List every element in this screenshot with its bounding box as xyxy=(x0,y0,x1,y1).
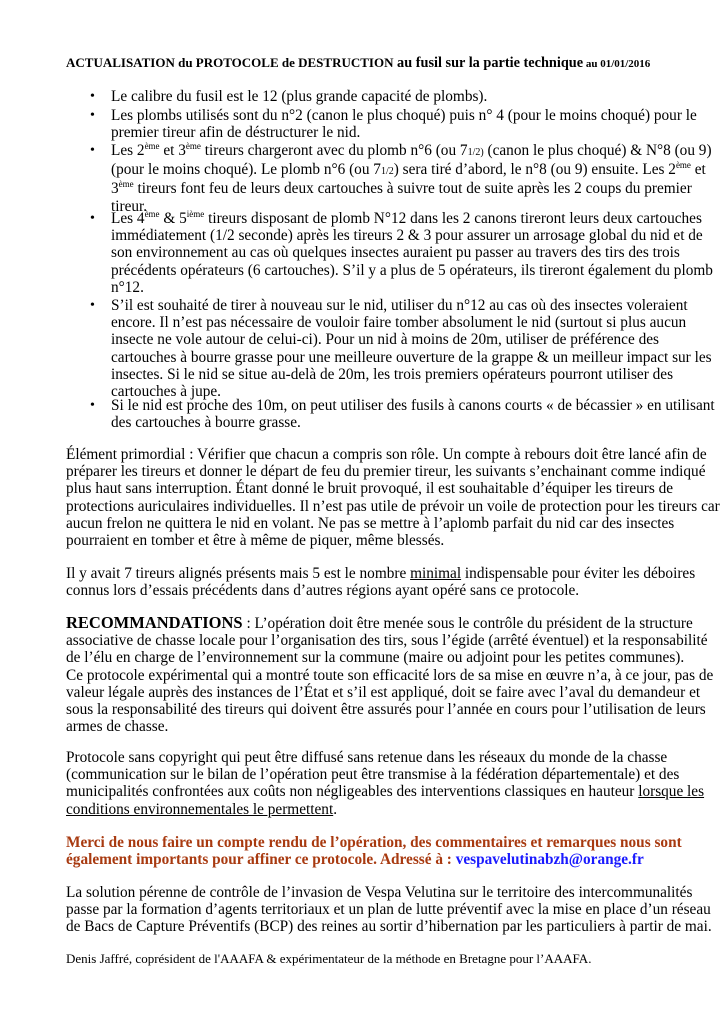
document-title xyxy=(66,54,650,72)
text-run: valeur légale auprès des instances de l’État et s’il est appliqué, doit se faire avec l’aval du demandeur et xyxy=(66,683,701,701)
text-run: conditions environnementales le permettent xyxy=(66,800,334,818)
text-run: S’il est souhaité de tirer à nouveau sur le nid, utiliser du n°12 au cas où des insectes voleraient xyxy=(111,297,688,314)
text-line xyxy=(111,349,724,366)
text-run: . xyxy=(333,800,338,818)
text-run: immédiatement (1/2 seconde) après les tireurs 2 & 3 pour assurer un arrosage global du nid et de xyxy=(111,227,703,245)
text-run: : L’opération doit être menée sous le contrôle du président de la structure xyxy=(242,615,693,632)
para-merci xyxy=(66,834,706,868)
text-run: 1/2) xyxy=(467,147,484,158)
text-run: de l’élu en charge de l’environnement sur la commune (maire ou adjoint pour les petites communes). xyxy=(66,649,685,667)
para-primordial xyxy=(66,446,720,550)
bullet-icon: • xyxy=(90,298,95,313)
bullet-tireurs-4-5 xyxy=(90,209,724,296)
text-line xyxy=(66,901,711,919)
text-run: ème xyxy=(675,160,691,171)
para-7-tireurs xyxy=(66,565,706,599)
bullet-10m xyxy=(90,397,724,432)
text-run: lorsque les xyxy=(638,783,705,801)
text-run: Les plombs utilisés sont du n°2 (canon le plus choqué) puis n° 4 (pour le moins choqué) pour le xyxy=(111,107,697,124)
text-line xyxy=(66,918,712,936)
title-main: ACTUALISATION du PROTOCOLE de DESTRUCTION xyxy=(66,55,394,70)
text-line xyxy=(66,950,706,967)
text-run: (communication sur le bilan de l’opération peut être transmise à la fédération départementale) et des xyxy=(66,766,680,784)
text-run: Les 2 xyxy=(111,142,145,159)
text-line xyxy=(66,614,706,632)
text-run: ème xyxy=(185,141,201,151)
text-line xyxy=(66,565,706,582)
text-line xyxy=(66,632,706,649)
footer-signature xyxy=(66,950,706,967)
text-run: & 5 xyxy=(159,210,187,227)
text-run: pourraient en tomber et être à même de piquer, même blessés. xyxy=(66,532,445,550)
bullet-tireurs-2-3 xyxy=(90,141,724,215)
bullet-icon: • xyxy=(90,211,95,226)
bullet-nouveau-tir xyxy=(90,297,724,401)
text-line xyxy=(111,331,724,348)
text-line xyxy=(111,161,724,180)
text-run: préparer les tireurs et donner le départ de feu du premier tireur, les suivants s’enchainant comme indiqué xyxy=(66,463,706,481)
text-run: précédents opérateurs (6 cartouches). S’il y a plus de 5 opérateurs, ils tireront également du plomb xyxy=(111,261,713,279)
text-line xyxy=(66,783,706,800)
text-run: des cartouches à bourre grasse. xyxy=(111,414,301,432)
text-run: Protocole sans copyright qui peut être diffusé sans retenue dans les réseaux du monde de la chasse xyxy=(66,749,668,766)
text-line xyxy=(111,210,724,227)
text-run: passe par la formation d’agents territoriaux et un plan de lutte préventif avec la mise en place d’un réseau xyxy=(66,901,711,919)
text-run: associative de chasse locale pour l’organisation des tirs, sous l’égide (arrêté éventuel) et la responsabilité xyxy=(66,632,708,650)
text-line xyxy=(66,801,706,818)
text-line xyxy=(66,684,706,701)
text-run: municipalités confrontées aux coûts non négligeables des interventions classiques en hauteur xyxy=(66,783,639,801)
text-line xyxy=(111,107,724,124)
text-run: Élément primordial : Vérifier que chacun a compris son rôle. Un compte à rebours doit être lancé afin de xyxy=(66,446,707,463)
text-run: sous la responsabilité des tireurs qui doivent être assurés pour l’année en cours pour l’utilisation de leurs xyxy=(66,701,706,719)
text-run: encore. Il n’est pas nécessaire de vouloir faire tomber absolument le nid (surtout si plus aucun xyxy=(111,314,687,332)
title-date: au 01/01/2016 xyxy=(583,58,651,70)
text-run: ième xyxy=(186,209,205,219)
text-line xyxy=(66,884,706,901)
text-run: minimal xyxy=(410,565,462,582)
text-run: Merci de nous faire un compte rendu de l’opération, des commentaires et remarques nous sont xyxy=(66,834,682,851)
text-run: 1/2 xyxy=(380,166,394,178)
bullet-icon: • xyxy=(90,108,95,123)
text-run: tireur. xyxy=(111,197,148,215)
text-line xyxy=(111,366,724,383)
text-run: Il y avait 7 tireurs alignés présents mais 5 est le nombre xyxy=(66,565,411,582)
text-run: Ce protocole expérimental qui a montré toute son efficacité lors de sa mise en œuvre n’a, à ce jour, pas de xyxy=(66,666,714,684)
text-line xyxy=(111,414,724,431)
text-run: ème xyxy=(144,141,160,151)
text-run: armes de chasse. xyxy=(66,718,169,736)
text-run: ème xyxy=(118,179,134,190)
text-line xyxy=(66,766,706,783)
bullet-icon: • xyxy=(90,398,95,413)
bullet-calibre xyxy=(90,88,724,105)
text-run: premier tireur afin de déstructurer le nid. xyxy=(111,124,361,142)
text-line xyxy=(66,446,706,463)
text-run: tireurs disposant de plomb N°12 dans les 2 canons tireront leurs deux cartouches xyxy=(204,210,702,227)
text-line xyxy=(66,701,706,718)
text-line xyxy=(111,142,724,161)
text-line xyxy=(66,749,706,766)
text-run: tireurs chargeront avec du plomb n°6 (ou 7 xyxy=(200,142,468,159)
text-line xyxy=(111,244,724,261)
text-line xyxy=(111,124,724,141)
text-run: son environnement au cas où quelques insectes auraient pu passer au travers des tirs des trois xyxy=(111,244,680,262)
text-line xyxy=(66,582,706,599)
text-line xyxy=(66,718,706,735)
text-line xyxy=(66,649,706,666)
para-copyright xyxy=(66,749,706,818)
text-run: tireurs font feu de leurs deux cartouches à suivre tout de suite après les 2 coups du premier xyxy=(133,180,692,198)
text-line xyxy=(66,666,714,684)
text-run: ) sera tiré d’abord, le n°8 (ou 9) ensuite. Les 2 xyxy=(393,161,676,179)
text-run: Les 4 xyxy=(111,210,145,227)
text-run: n°12. xyxy=(111,278,144,296)
text-line xyxy=(66,463,706,480)
text-line xyxy=(66,480,706,497)
text-line xyxy=(66,497,720,515)
email-link[interactable]: vespavelutinabzh@orange.fr xyxy=(455,851,644,869)
text-line xyxy=(66,834,706,851)
text-line xyxy=(111,227,724,244)
bullet-icon: • xyxy=(90,143,95,158)
text-line xyxy=(111,397,724,414)
text-run: indispensable pour éviter les déboires xyxy=(461,565,696,582)
text-run: La solution pérenne de contrôle de l’invasion de Vespa Velutina sur le territoire des intercommunalités xyxy=(66,884,693,901)
title-sub: au fusil sur la partie technique xyxy=(393,55,584,71)
text-run: et xyxy=(690,161,706,179)
text-run: RECOMMANDATIONS xyxy=(66,613,243,632)
text-line xyxy=(111,297,724,314)
text-run: 3 xyxy=(111,180,119,198)
text-run: plus haut sans interruption. Étant donné le bruit provoqué, il est souhaitable d’équiper les tireurs de xyxy=(66,480,674,498)
text-run: ème xyxy=(144,209,160,219)
text-run: insectes. Si le nid se situe au-delà de 20m, les trois premiers opérateurs pourront utiliser des xyxy=(111,365,674,383)
text-line xyxy=(66,532,706,549)
text-run: connus lors d’essais précédents dans d’autres régions ayant opéré sans ce protocole. xyxy=(66,582,580,600)
text-run: aucun frelon ne quittera le nid en volant. Ne pas se mettre à l’aplomb parfait du nid car des insectes xyxy=(66,514,675,532)
text-line xyxy=(111,262,724,279)
para-solution xyxy=(66,884,712,936)
text-run: cartouches à jupe. xyxy=(111,383,221,401)
bullet-icon: • xyxy=(90,89,95,104)
text-run: également importants pour affiner ce protocole. Adressé à : xyxy=(66,851,456,869)
text-run: (pour le moins choqué). Le plomb n°6 (ou 7 xyxy=(111,161,381,179)
text-run: Denis Jaffré, coprésident de l'AAAFA & expérimentateur de la méthode en Bretagne pour l’AAAFA. xyxy=(66,951,592,966)
text-line xyxy=(111,314,724,331)
text-run: Si le nid est proche des 10m, on peut utiliser des fusils à canons courts « de bécassier » en utilisant xyxy=(111,397,715,414)
para-recommandations xyxy=(66,613,714,736)
text-line xyxy=(66,851,706,868)
text-line xyxy=(111,279,724,296)
text-run: Le calibre du fusil est le 12 (plus grande capacité de plombs). xyxy=(111,88,488,105)
text-run: (canon le plus choqué) & N°8 (ou 9) xyxy=(483,142,712,159)
text-line xyxy=(111,88,724,105)
text-line xyxy=(66,515,706,532)
text-run: et 3 xyxy=(159,142,186,159)
text-run: protections auriculaires individuelles. Il n’est pas utile de prévoir un voile de protection pour les tireurs car xyxy=(66,497,720,515)
text-run: cartouches à bourre grasse pour une meilleure ouverture de la grappe & un meilleur impact sur les xyxy=(111,348,712,366)
bullet-plombs xyxy=(90,107,724,142)
text-run: insecte ne vole autour de celui-ci). Pour un nid à moins de 20m, utiliser de préférence des xyxy=(111,331,659,349)
text-line xyxy=(111,180,724,197)
text-run: de Bacs de Capture Préventifs (BCP) des reines au sortir d’hibernation par les particuliers à partir de mai. xyxy=(66,918,712,936)
